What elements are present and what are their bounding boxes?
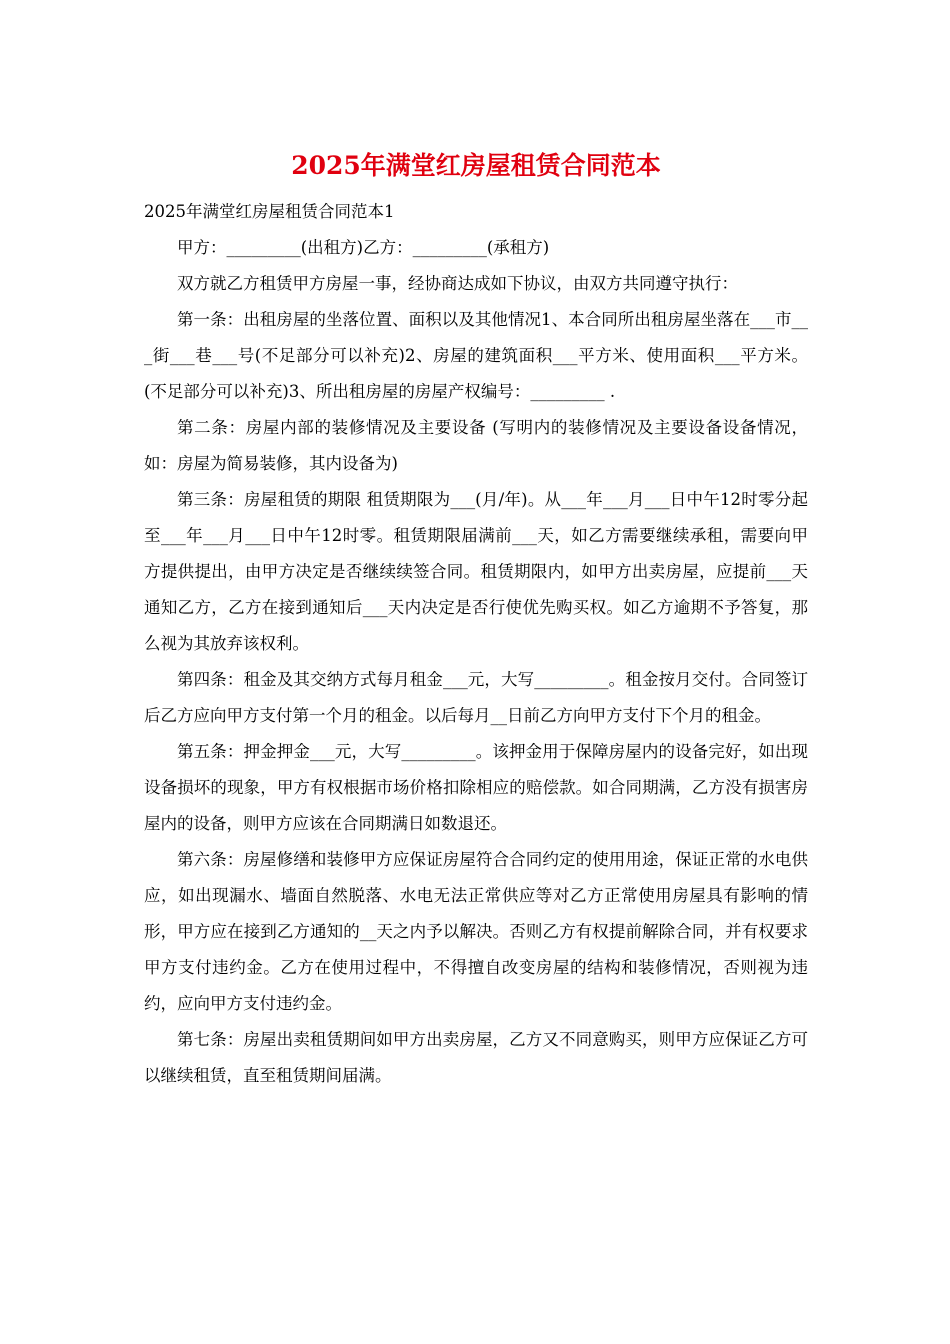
article-3: 第三条：房屋租赁的期限 租赁期限为___(月/年)。从___年___月___日中午12时零分起至___年___月___日中午12时零。租赁期限届满前___天，如乙方需要继续承租，需要向甲方提供提出，由甲方决定是否继续续签合同。租赁期限内，如甲方出卖房屋，应提前___天通知乙方，乙方在接到通知后___天内决定是否行使优先购买权。如乙方逾期不予答复，那么视为其放弃该权利。 (144, 490, 808, 653)
agreement-intro: 双方就乙方租赁甲方房屋一事，经协商达成如下协议，由双方共同遵守执行： (177, 274, 738, 293)
article-6: 第六条：房屋修缮和装修甲方应保证房屋符合合同约定的使用用途，保证正常的水电供应，如出现漏水、墙面自然脱落、水电无法正常供应等对乙方正常使用房屋具有影响的情形，甲方应在接到乙方通知的__天之内予以解决。否则乙方有权提前解除合同，并有权要求甲方支付违约金。乙方在使用过程中，不得擅自改变房屋的结构和装修情况，否则视为违约，应向甲方支付违约金。 (144, 850, 808, 1013)
article-7: 第七条：房屋出卖租赁期间如甲方出卖房屋，乙方又不同意购买，则甲方应保证乙方可以继续租赁，直至租赁期间届满。 (144, 1030, 808, 1085)
article-2: 第二条：房屋内部的装修情况及主要设备 (写明内的装修情况及主要设备设备情况，如：房屋为简易装修，其内设备为) (144, 418, 808, 473)
parties-line: 甲方：_________(出租方)乙方：_________(承租方) (177, 238, 550, 257)
article-1: 第一条：出租房屋的坐落位置、面积以及其他情况1、本合同所出租房屋坐落在___市___街___巷___号(不足部分可以补充)2、房屋的建筑面积___平方米、使用面积___平方米。(不足部分可以补充)3、所出租房屋的房屋产权编号：_________ . (144, 310, 808, 401)
article-5: 第五条：押金押金___元，大写_________。该押金用于保障房屋内的设备完好，如出现设备损坏的现象，甲方有权根据市场价格扣除相应的赔偿款。如合同期满，乙方没有损害房屋内的设备，则甲方应该在合同期满日如数退还。 (144, 742, 808, 833)
article-4: 第四条：租金及其交纳方式每月租金___元，大写_________。租金按月交付。合同签订后乙方应向甲方支付第一个月的租金。以后每月__日前乙方向甲方支付下个月的租金。 (144, 670, 808, 725)
document-subtitle: 2025年满堂红房屋租赁合同范本1 (144, 202, 395, 221)
document-title: 2025年满堂红房屋租赁合同范本 (291, 151, 661, 180)
document-page (144, 146, 808, 1094)
